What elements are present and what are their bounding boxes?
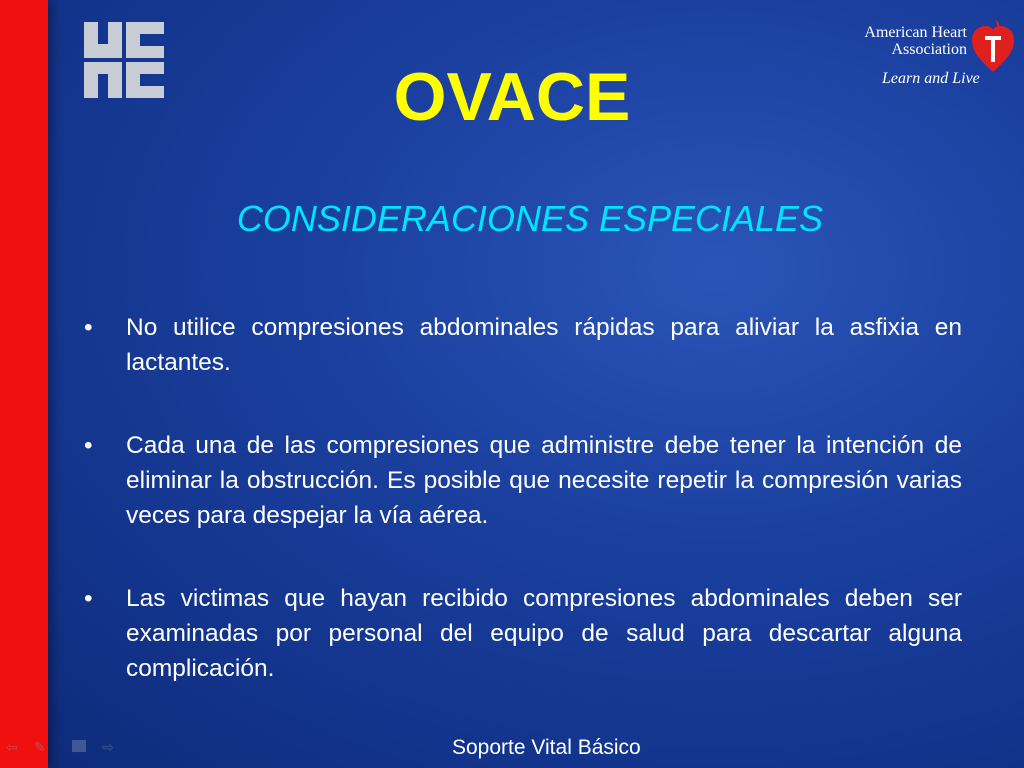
- aha-name-1: American Heart: [864, 24, 967, 41]
- bullet-item: • Las victimas que hayan recibido compresiones abdominales deben ser examinadas por personal del equipo de salud para descartar alguna complicación.: [84, 581, 962, 686]
- previous-slide-icon[interactable]: ⇦: [6, 739, 18, 755]
- pen-icon[interactable]: ✎: [34, 739, 46, 755]
- next-slide-icon[interactable]: ⇨: [102, 739, 114, 755]
- slide-subtitle: CONSIDERACIONES ESPECIALES: [236, 198, 824, 239]
- menu-icon[interactable]: [72, 740, 86, 752]
- bullet-item: • No utilice compresiones abdominales rápidas para aliviar la asfixia en lactantes.: [84, 310, 962, 380]
- aha-tagline: Learn and Live: [882, 70, 980, 87]
- footer-text: Soporte Vital Básico: [452, 736, 641, 759]
- bullet-list: [84, 310, 962, 734]
- slide-title: OVACE: [393, 59, 631, 135]
- bullet-item: • Cada una de las compresiones que administre debe tener la intención de eliminar la obstrucción. Es posible que necesite repetir la compresión varias veces para despejar la vía aérea.: [84, 428, 962, 533]
- aha-name-2: Association: [891, 41, 967, 58]
